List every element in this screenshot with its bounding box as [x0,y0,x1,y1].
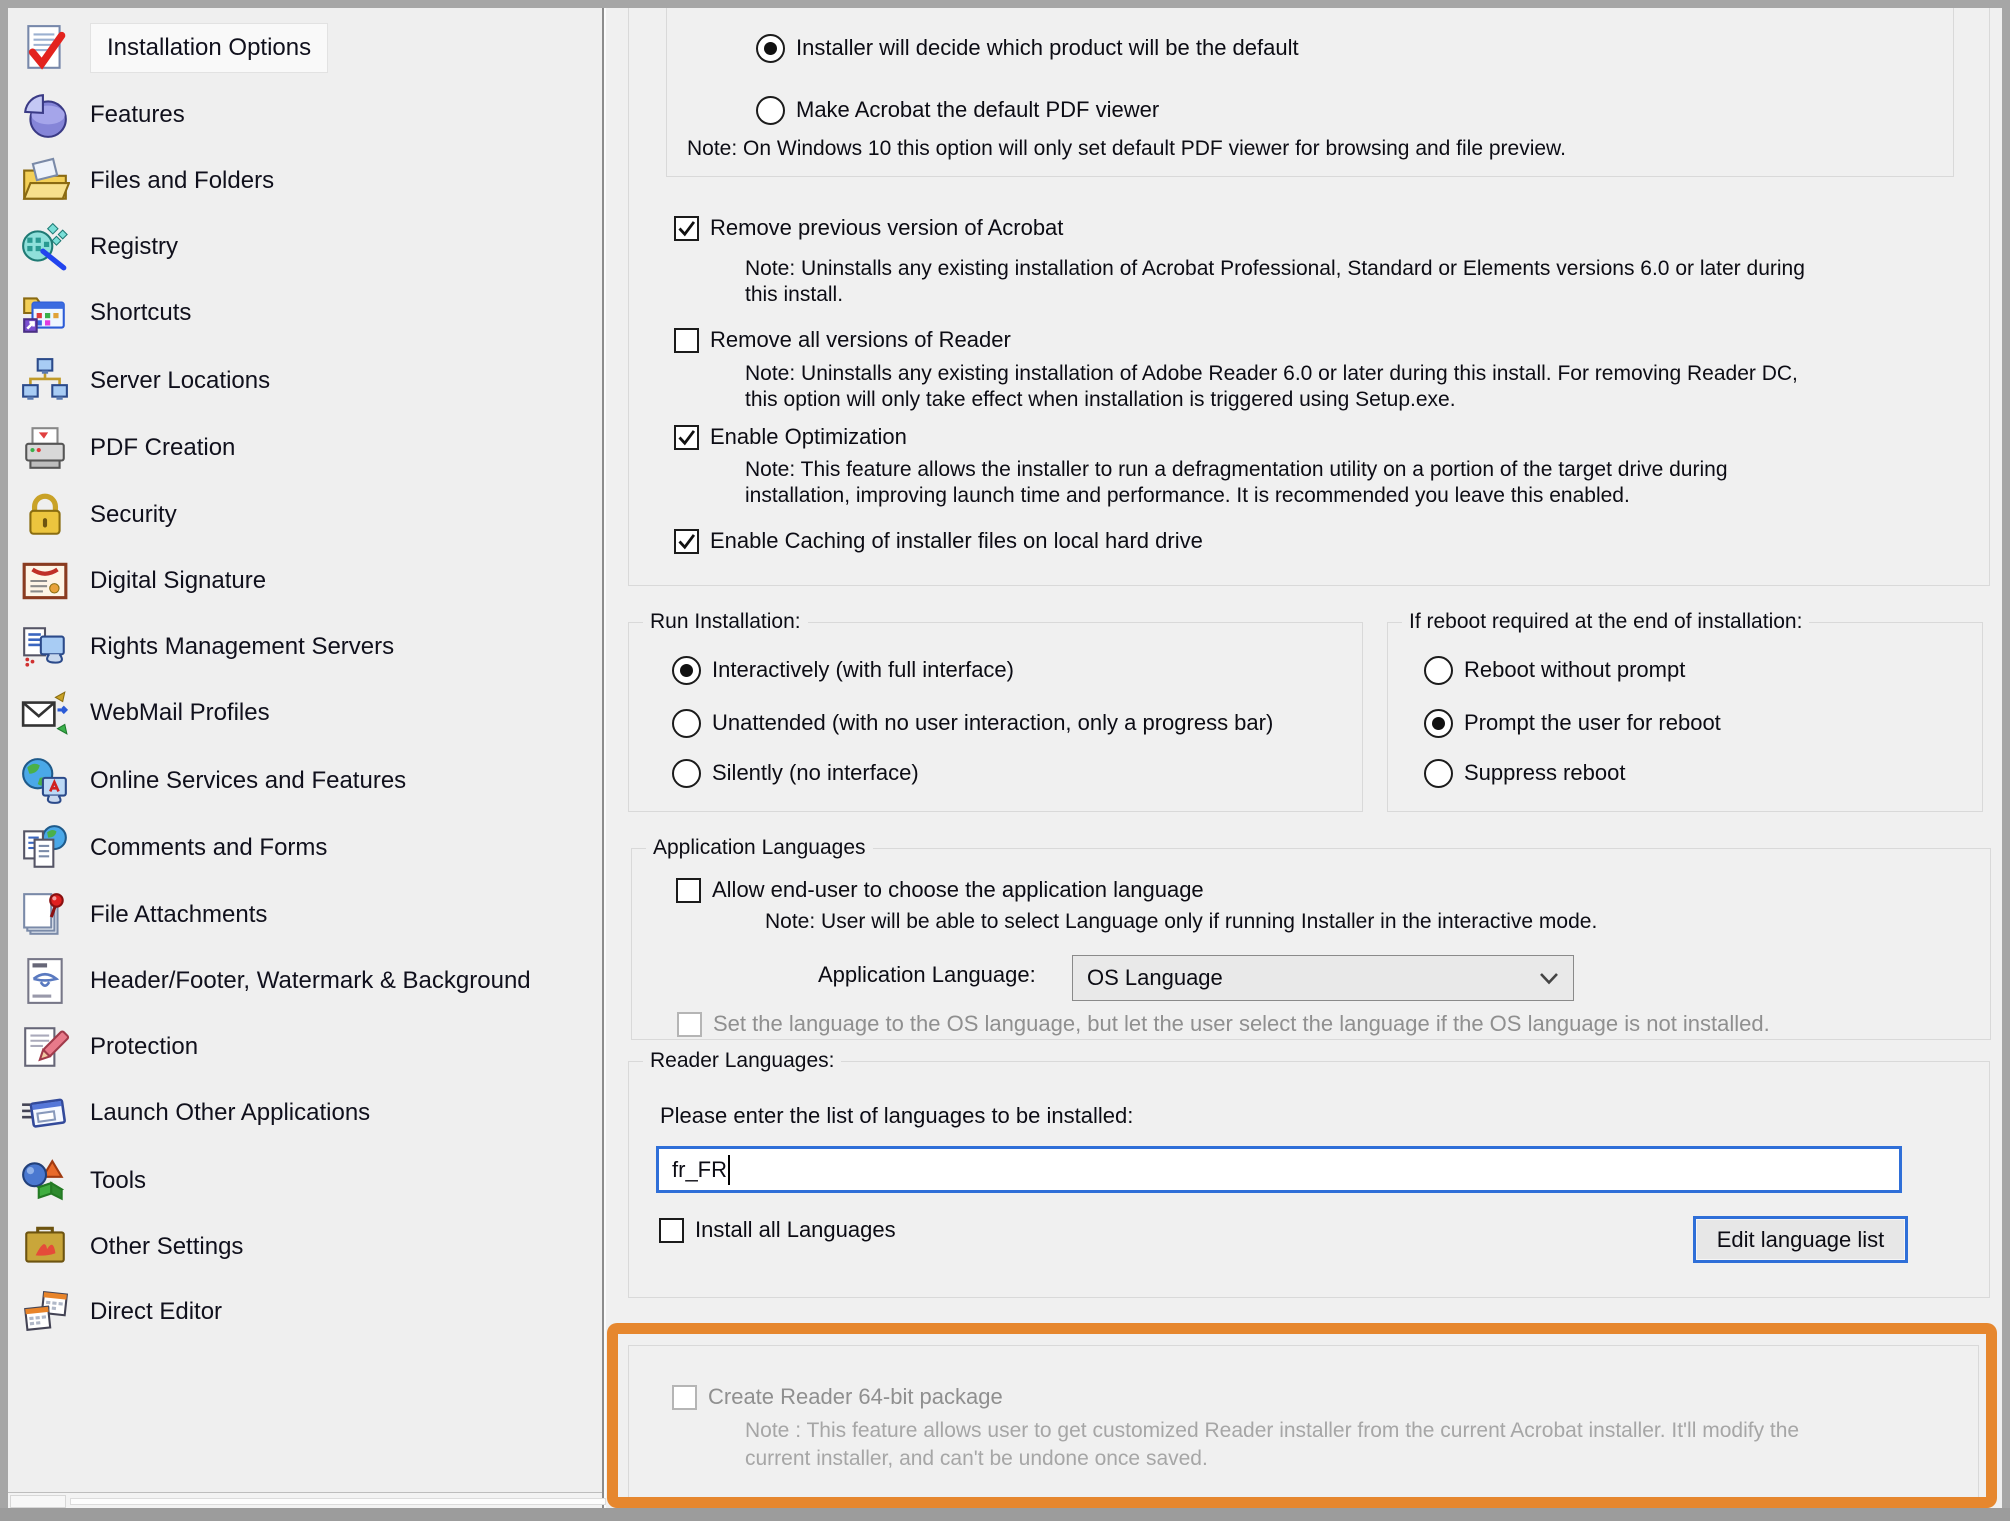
shortcuts-icon [20,288,70,338]
header-footer-watermark-icon [20,956,70,1006]
other-settings-icon [20,1222,70,1272]
sidebar-item-label: Online Services and Features [90,767,407,794]
installation-options-icon [20,23,70,73]
sidebar-item-installation-options[interactable] [20,19,328,77]
sidebar-item-label: Features [90,101,185,128]
radio-button[interactable] [1424,709,1453,738]
checkbox-set-os-language[interactable]: Set the language to the OS language, but let the user select the language if the OS language is not installed. [677,1008,1770,1040]
sidebar-item-label: WebMail Profiles [90,699,270,726]
comments-and-forms-icon [20,823,70,873]
sidebar-item-direct-editor[interactable] [20,1283,222,1341]
radio-silently[interactable]: Silently (no interface) [672,757,919,789]
checkbox-install-all-languages[interactable]: Install all Languages [659,1214,896,1246]
sidebar-item-webmail-profiles[interactable] [20,684,270,742]
sidebar [8,8,602,1492]
reboot-title: If reboot required at the end of installation: [1402,610,1809,634]
note-enable-optimization: Note: This feature allows the installer to run a defragmentation utility on a portion of the target drive during installation, improving launch time and performance. It is recommended you leave this enabled. [745,458,1728,507]
sidebar-item-rights-management-servers[interactable] [20,618,394,676]
reader-languages-title: Reader Languages: [643,1049,841,1073]
sidebar-item-label: Launch Other Applications [90,1099,371,1126]
protection-icon [20,1022,70,1072]
radio-button[interactable] [672,656,701,685]
sidebar-item-file-attachments[interactable] [20,886,267,944]
note-reader-64bit: Note : This feature allows user to get customized Reader installer from the current Acrobat installer. It'll modify the current installer, and can't be undone once saved. [745,1419,1800,1470]
checkbox-enable-caching[interactable]: Enable Caching of installer files on local hard drive [674,525,1203,557]
radio-reboot-without-prompt[interactable]: Reboot without prompt [1424,654,1685,686]
language-list-input-value: fr_FR [672,1156,727,1182]
window-border-left [0,0,8,1521]
sidebar-item-label: Header/Footer, Watermark & Background [90,967,531,994]
sidebar-item-label: Protection [90,1033,199,1060]
sidebar-divider-highlight [604,8,606,1508]
sidebar-item-label: Installation Options [90,23,328,73]
rights-management-servers-icon [20,622,70,672]
file-attachments-icon [20,890,70,940]
sidebar-item-label: Direct Editor [90,1298,223,1325]
sidebar-item-label: PDF Creation [90,434,236,461]
security-icon [20,490,70,540]
edit-language-list-button[interactable]: Edit language list [1693,1216,1908,1263]
radio-button[interactable] [756,96,785,125]
sidebar-item-comments-and-forms[interactable] [20,819,327,877]
checkbox[interactable] [676,878,701,903]
note-application-language: Note: User will be able to select Language only if running Installer in the interactive mode. [765,910,1598,933]
highlight-orange-box [607,1323,1997,1508]
window-border-right [2002,0,2010,1521]
sidebar-item-label: Comments and Forms [90,834,328,861]
application-languages-title: Application Languages [646,836,873,860]
checkbox-remove-reader[interactable]: Remove all versions of Reader [674,324,1011,356]
files-and-folders-icon [20,156,70,206]
sidebar-item-tools[interactable] [20,1152,146,1210]
sidebar-item-online-services-and-features[interactable] [20,752,406,810]
launch-other-applications-icon [20,1088,70,1138]
radio-button[interactable] [672,709,701,738]
sidebar-item-registry[interactable] [20,218,178,276]
radio-button[interactable] [672,759,701,788]
language-list-input[interactable] [656,1146,1902,1193]
application-language-label: Application Language: [818,962,1036,987]
radio-button[interactable] [756,34,785,63]
sidebar-item-protection[interactable] [20,1018,198,1076]
sidebar-horizontal-scrollbar[interactable] [8,1492,602,1509]
sidebar-item-server-locations[interactable] [20,352,270,410]
note-remove-acrobat: Note: Uninstalls any existing installation of Acrobat Professional, Standard or Elements versions 6.0 or later during this install. [745,257,1805,306]
sidebar-item-pdf-creation[interactable] [20,419,235,477]
sidebar-item-files-and-folders[interactable] [20,152,274,210]
radio-prompt-user-reboot[interactable]: Prompt the user for reboot [1424,707,1721,739]
sidebar-item-label: Server Locations [90,367,271,394]
window-border-top [0,0,2010,8]
checkbox-allow-end-user-language[interactable]: Allow end-user to choose the application language [676,874,1204,906]
sidebar-item-label: Other Settings [90,1233,244,1260]
checkbox-remove-acrobat[interactable]: Remove previous version of Acrobat [674,212,1063,244]
sidebar-item-launch-other-applications[interactable] [20,1084,370,1142]
checkbox[interactable] [659,1218,684,1243]
checkbox[interactable] [674,425,699,450]
sidebar-item-label: Digital Signature [90,567,267,594]
radio-interactively[interactable]: Interactively (with full interface) [672,654,1014,686]
scrollbar-thumb[interactable] [70,1498,606,1505]
radio-make-acrobat-default[interactable]: Make Acrobat the default PDF viewer [756,94,1159,126]
run-installation-title: Run Installation: [643,610,808,634]
sidebar-item-label: Security [90,501,177,528]
window-border-bottom [0,1508,2010,1521]
scrollbar-button[interactable] [10,1495,66,1508]
radio-suppress-reboot[interactable]: Suppress reboot [1424,757,1625,789]
language-list-prompt: Please enter the list of languages to be installed: [660,1103,1134,1128]
sidebar-item-header-footer-watermark-background[interactable] [20,952,531,1010]
checkbox-create-reader-64bit[interactable]: Create Reader 64-bit package [672,1381,1003,1413]
radio-unattended[interactable]: Unattended (with no user interaction, only a progress bar) [672,707,1273,739]
server-locations-icon [20,356,70,406]
direct-editor-icon [20,1287,70,1337]
online-services-icon [20,756,70,806]
checkbox[interactable] [674,216,699,241]
features-icon [20,90,70,140]
radio-installer-decide[interactable]: Installer will decide which product will be the default [756,32,1299,64]
sidebar-item-label: Tools [90,1167,147,1194]
sidebar-item-label: Files and Folders [90,167,275,194]
application-language-dropdown[interactable] [1072,955,1574,1001]
text-cursor [728,1155,730,1185]
sidebar-item-digital-signature[interactable] [20,552,266,610]
webmail-profiles-icon [20,688,70,738]
dropdown-selected-value: OS Language [1087,965,1223,990]
registry-icon [20,222,70,272]
sidebar-item-security[interactable] [20,486,177,544]
checkbox[interactable] [677,1012,702,1037]
sidebar-item-label: Registry [90,233,179,260]
tools-icon [20,1156,70,1206]
note-default-viewer: Note: On Windows 10 this option will only set default PDF viewer for browsing and file preview. [687,137,1566,160]
pdf-creation-icon [20,423,70,473]
radio-button[interactable] [1424,656,1453,685]
sidebar-item-label: Rights Management Servers [90,633,395,660]
chevron-down-icon [1539,972,1559,985]
sidebar-item-features[interactable] [20,86,185,144]
sidebar-item-other-settings[interactable] [20,1218,243,1276]
checkbox[interactable] [674,328,699,353]
radio-button[interactable] [1424,759,1453,788]
sidebar-item-label: Shortcuts [90,299,192,326]
checkbox[interactable] [674,529,699,554]
checkbox-enable-optimization[interactable]: Enable Optimization [674,421,907,453]
note-remove-reader: Note: Uninstalls any existing installation of Adobe Reader 6.0 or later during this install. For removing Reader DC, this option will only take effect when installation is triggered using Setup.exe. [745,362,1798,411]
digital-signature-icon [20,556,70,606]
sidebar-item-label: File Attachments [90,901,268,928]
sidebar-item-shortcuts[interactable] [20,284,191,342]
